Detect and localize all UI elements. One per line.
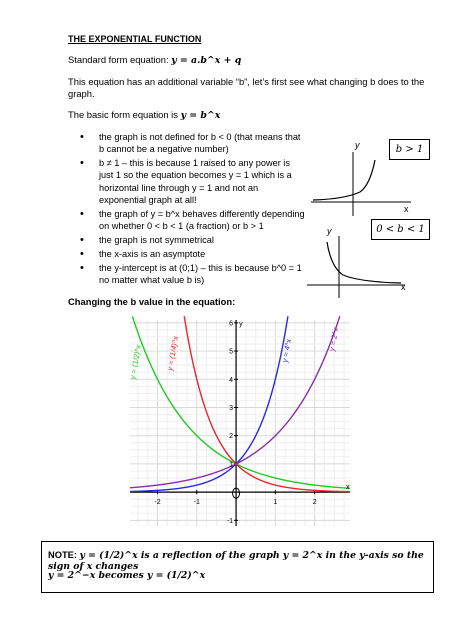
list-item: • the x-axis is an asymptote — [80, 248, 305, 260]
chart-grid — [127, 320, 350, 526]
decay-condition-box: 0 < b < 1 — [371, 219, 430, 240]
y-tick-label: 3 — [229, 404, 234, 412]
standard-form-equation: y = a.b^x + q — [171, 55, 242, 66]
x-tick-label: 1 — [273, 499, 278, 507]
growth-y-label: y — [355, 140, 360, 150]
standard-form-line — [68, 54, 241, 68]
y-axis-label: y — [239, 321, 243, 328]
series-label: y = 2^x — [327, 326, 341, 352]
note-line-2: y = 2^−x becomes y = (1/2)^x — [48, 570, 206, 581]
series-label: y = (1/2)^x — [127, 343, 143, 380]
intro-line-2: graph. — [68, 88, 95, 99]
decay-y-label: y — [327, 226, 332, 236]
list-item: • the graph is not symmetrical — [80, 234, 305, 246]
series-line — [184, 316, 350, 491]
y-tick-label: -1 — [226, 517, 234, 525]
note-line-1 — [48, 550, 433, 572]
y-tick-label: 4 — [229, 376, 234, 384]
y-tick-label: 2 — [229, 433, 234, 441]
basic-form-equation: y = b^x — [180, 110, 221, 121]
series-line — [127, 316, 288, 491]
note-box — [41, 541, 434, 593]
growth-condition-box: b > 1 — [389, 139, 430, 160]
basic-form-line — [68, 109, 220, 123]
list-item: • b ≠ 1 – this is because 1 raised to any power is just 1 so the equation becomes y = 1 which is a horizontal line through y = 1 and not an exponential graph at all! — [80, 157, 305, 206]
note-text-1: y = (1/2)^x is a reflection of the graph y = 2^x in the y-axis so the sign of x changes — [48, 550, 424, 572]
property-list — [80, 131, 305, 288]
growth-curve — [313, 160, 375, 200]
chart-curves — [127, 316, 350, 491]
decay-x-label: x — [401, 282, 406, 292]
intro-line-1: This equation has an additional variable “b”, let’s first see what changing b does to the — [68, 76, 425, 87]
list-item: • the graph of y = b^x behaves differently depending on whether 0 < b < 1 (a fraction) or b > 1 — [80, 208, 305, 233]
basic-form-label: The basic form equation is — [68, 109, 178, 120]
growth-sketch — [305, 140, 415, 220]
series-label: y = 4^x — [280, 338, 294, 364]
series-line — [132, 316, 350, 488]
y-tick-label: 1 — [229, 461, 234, 469]
x-tick-label: -1 — [193, 499, 200, 507]
exponential-chart — [0, 314, 474, 534]
series-label: y = (1/4)^x — [165, 335, 181, 372]
page-title: THE EXPONENTIAL FUNCTION — [68, 34, 202, 44]
y-tick-label: 5 — [229, 348, 234, 356]
y-tick-label: 6 — [229, 320, 234, 328]
list-item: • the y-intercept is at (0;1) – this is because b^0 = 1 no matter what value b is) — [80, 262, 305, 287]
list-item: • the graph is not defined for b < 0 (that means that b cannot be a negative number) — [80, 131, 305, 156]
changing-heading: Changing the b value in the equation: — [68, 296, 236, 307]
x-tick-label: 2 — [312, 499, 317, 507]
decay-sketch — [305, 222, 415, 302]
note-prefix: NOTE: — [48, 550, 77, 560]
x-tick-label: -2 — [154, 499, 161, 507]
standard-form-label: Standard form equation: — [68, 54, 169, 65]
x-axis-label: x — [346, 484, 350, 492]
growth-x-label: x — [404, 204, 409, 214]
decay-curve — [327, 242, 401, 283]
